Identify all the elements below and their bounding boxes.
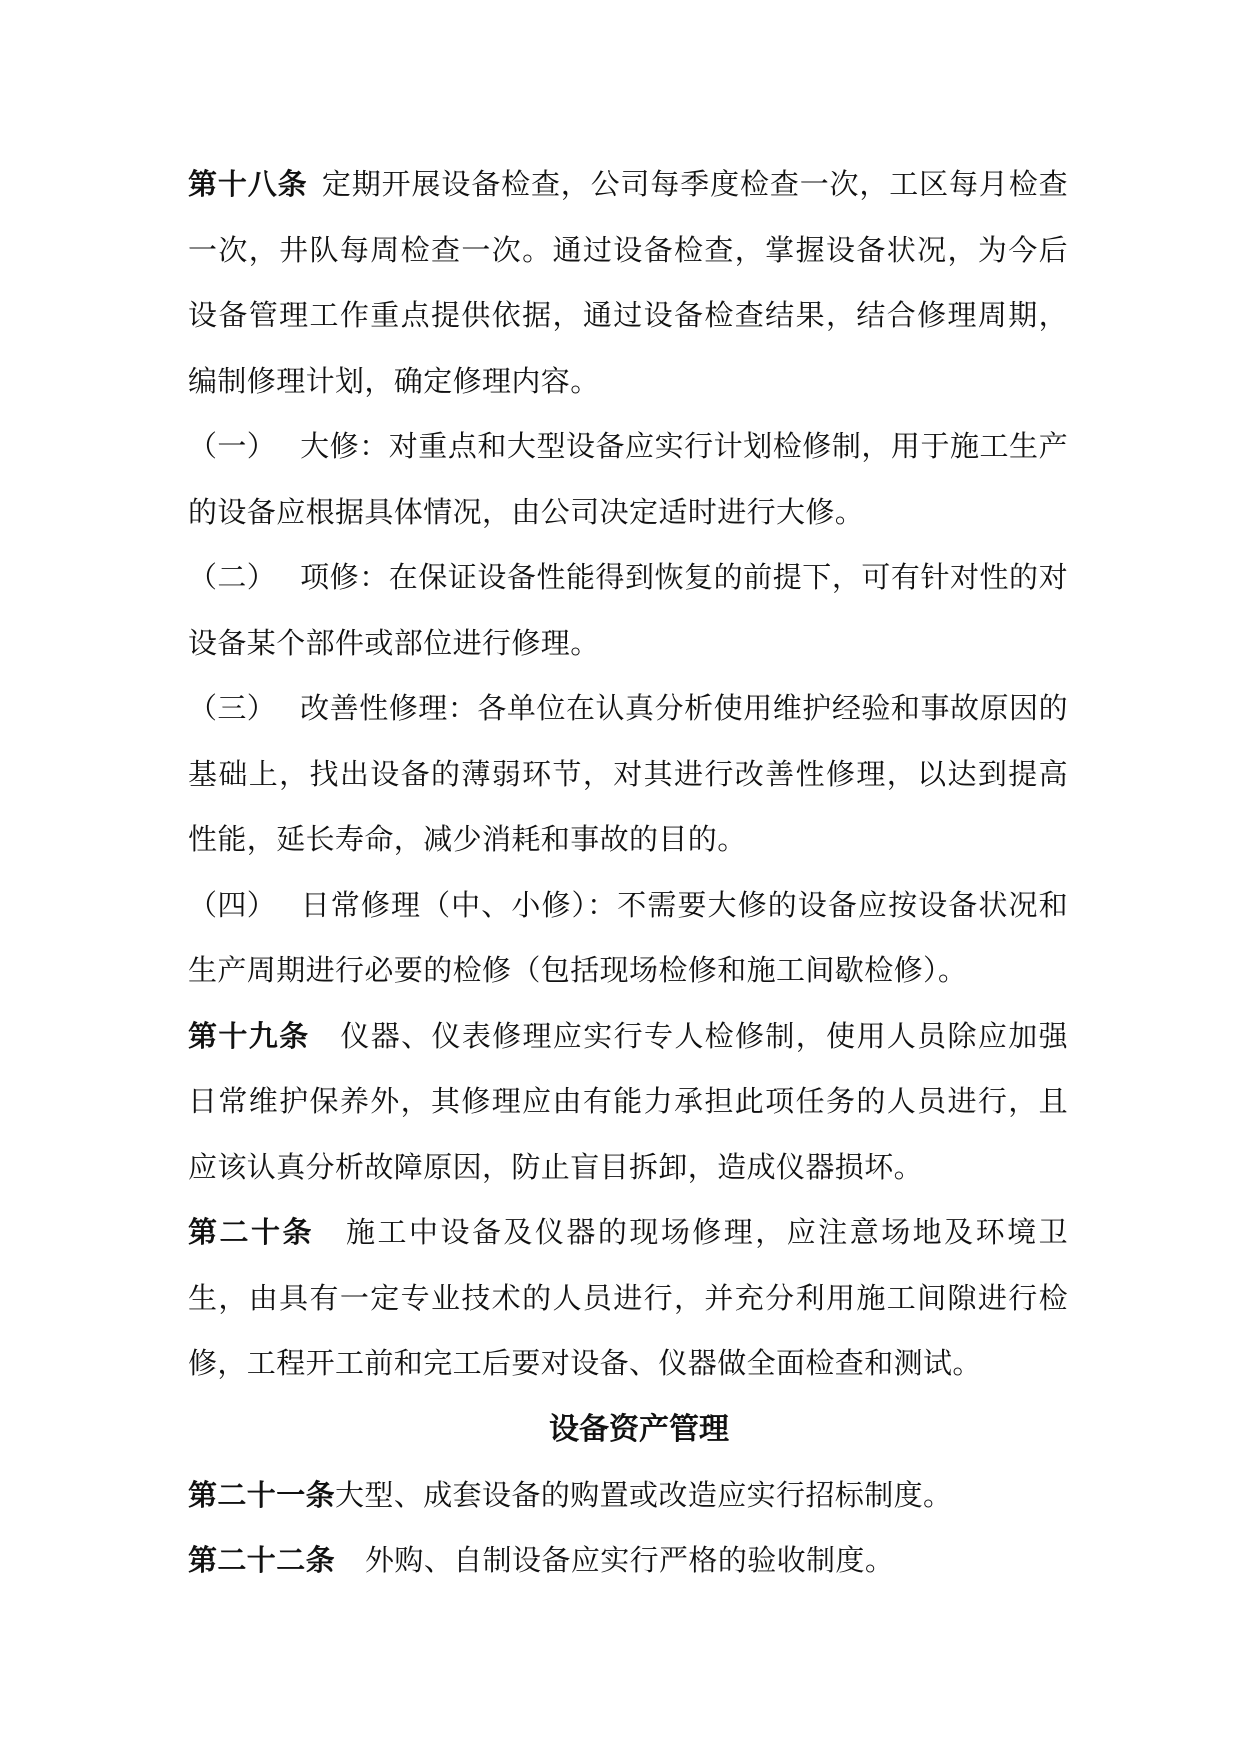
item-2-text: 项修：在保证设备性能得到恢复的前提下，可有针对性的对设备某个部件或部位进行修理。: [188, 560, 1068, 660]
article-22: [188, 1528, 1068, 1594]
article-22-text: 外购、自制设备应实行严格的验收制度。: [365, 1543, 895, 1577]
item-1-text: 大修：对重点和大型设备应实行计划检修制，用于施工生产的设备应根据具体情况，由公司决定适时进行大修。: [188, 429, 1068, 529]
item-4: [188, 873, 1068, 1004]
article-19-label: 第十九条: [188, 1018, 310, 1053]
article-18-text: 定期开展设备检查，公司每季度检查一次，工区每月检查一次，井队每周检查一次。通过设备检查，掌握设备状况，为今后设备管理工作重点提供依据，通过设备检查结果，结合修理周期，编制修理计划，确定修理内容。: [188, 167, 1068, 398]
article-21-text: 大型、成套设备的购置或改造应实行招标制度。: [335, 1477, 953, 1512]
item-1-number: （一）: [188, 429, 277, 463]
document-page: [188, 152, 1068, 1594]
item-2: [188, 545, 1068, 676]
item-4-text: 日常修理（中、小修）：不需要大修的设备应按设备状况和生产周期进行必要的检修（包括现场检修和施工间歇检修）。: [188, 887, 1068, 987]
item-3-text: 改善性修理：各单位在认真分析使用维护经验和事故原因的基础上，找出设备的薄弱环节，对其进行改善性修理，以达到提高性能，延长寿命，减少消耗和事故的目的。: [188, 691, 1068, 856]
article-19-text: 仪器、仪表修理应实行专人检修制，使用人员除应加强日常维护保养外，其修理应由有能力承担此项任务的人员进行，且应该认真分析故障原因，防止盲目拆卸，造成仪器损坏。: [188, 1018, 1068, 1184]
item-2-number: （二）: [188, 560, 277, 594]
item-1: [188, 414, 1068, 545]
article-21-label: 第二十一条: [188, 1477, 336, 1512]
article-21: [188, 1463, 1068, 1529]
article-20-text: 施工中设备及仪器的现场修理，应注意场地及环境卫生，由具有一定专业技术的人员进行，并充分利用施工间隙进行检修，工程开工前和完工后要对设备、仪器做全面检查和测试。: [188, 1215, 1069, 1380]
section-heading: 设备资产管理: [549, 1411, 729, 1447]
article-19: [188, 1004, 1068, 1201]
article-20-label: 第二十条: [188, 1215, 314, 1249]
article-22-label: 第二十二条: [188, 1543, 336, 1577]
article-18-label: 第十八条: [188, 167, 308, 201]
item-3-number: （三）: [188, 691, 277, 725]
article-20: [188, 1200, 1068, 1397]
article-18: [188, 152, 1068, 414]
item-4-number: （四）: [188, 887, 277, 922]
item-3: [188, 676, 1068, 873]
